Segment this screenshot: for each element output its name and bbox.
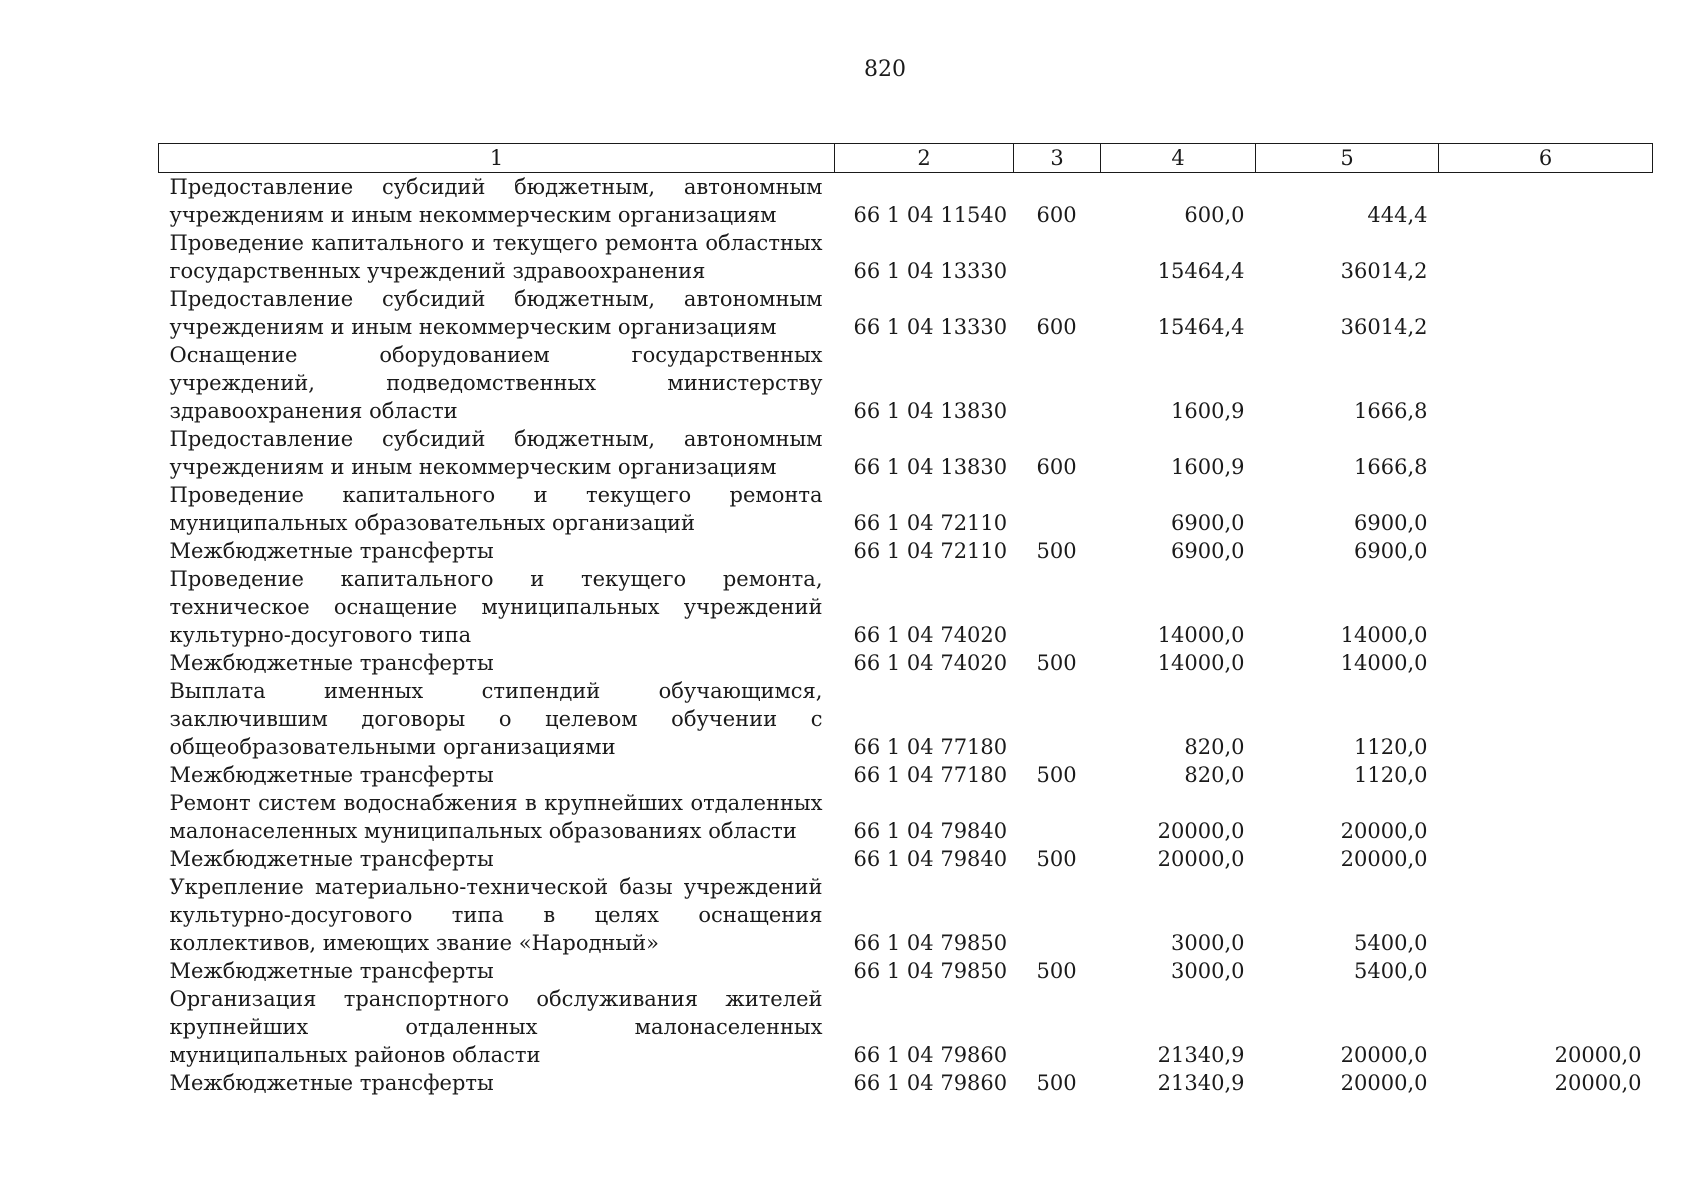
row-code: 66 1 04 79840	[853, 819, 1008, 843]
row-value-col5: 20000,0	[1340, 847, 1428, 871]
row-expense-type: 500	[1036, 959, 1077, 983]
row-value-col6	[1439, 677, 1653, 761]
row-value-col5: 6900,0	[1354, 539, 1428, 563]
table-row	[159, 873, 1653, 957]
table-row	[159, 677, 1653, 761]
row-value-col4: 3000,0	[1171, 959, 1245, 983]
row-name: Предоставление субсидий бюджетным, автономным учреждениям и иным некоммерческим организациям	[169, 287, 823, 339]
row-value-col5: 20000,0	[1340, 1071, 1428, 1095]
row-code: 66 1 04 79860	[853, 1071, 1008, 1095]
row-expense-type	[1014, 677, 1101, 761]
row-expense-type	[1014, 229, 1101, 285]
row-value-col6	[1439, 481, 1653, 537]
row-expense-type: 500	[1036, 847, 1077, 871]
column-header: 5	[1256, 144, 1439, 173]
row-expense-type	[1014, 873, 1101, 957]
row-value-col4: 6900,0	[1171, 511, 1245, 535]
row-value-col5: 5400,0	[1354, 959, 1428, 983]
row-name: Организация транспортного обслуживания жителей крупнейших отдаленных малонаселенных муниципальных районов области	[169, 987, 823, 1067]
table-row	[159, 481, 1653, 537]
row-code: 66 1 04 74020	[853, 623, 1008, 647]
row-expense-type	[1014, 985, 1101, 1069]
row-name: Межбюджетные трансферты	[169, 651, 494, 675]
row-value-col6	[1439, 957, 1653, 985]
row-expense-type: 500	[1036, 763, 1077, 787]
row-value-col6	[1439, 565, 1653, 649]
row-code: 66 1 04 77180	[853, 735, 1008, 759]
table-row	[159, 957, 1653, 985]
row-expense-type	[1014, 481, 1101, 537]
row-expense-type: 600	[1036, 203, 1077, 227]
row-code: 66 1 04 79850	[853, 959, 1008, 983]
row-value-col5: 36014,2	[1340, 259, 1428, 283]
row-expense-type	[1014, 341, 1101, 425]
row-code: 66 1 04 79860	[853, 1043, 1008, 1067]
table-row	[159, 649, 1653, 677]
row-value-col4: 15464,4	[1157, 259, 1245, 283]
row-value-col6	[1439, 873, 1653, 957]
row-expense-type: 600	[1036, 315, 1077, 339]
row-value-col6	[1439, 173, 1653, 230]
row-value-col6	[1439, 845, 1653, 873]
row-code: 66 1 04 13330	[853, 315, 1008, 339]
row-code: 66 1 04 72110	[853, 511, 1008, 535]
row-value-col5: 36014,2	[1340, 315, 1428, 339]
table-row	[159, 425, 1653, 481]
table-row	[159, 789, 1653, 845]
row-value-col4: 6900,0	[1171, 539, 1245, 563]
row-expense-type	[1014, 565, 1101, 649]
row-name: Межбюджетные трансферты	[169, 763, 494, 787]
row-code: 66 1 04 79850	[853, 931, 1008, 955]
row-expense-type	[1014, 789, 1101, 845]
row-name: Ремонт систем водоснабжения в крупнейших отдаленных малонаселенных муниципальных образованиях области	[169, 791, 823, 843]
row-value-col4: 600,0	[1184, 203, 1245, 227]
row-value-col4: 20000,0	[1157, 819, 1245, 843]
row-code: 66 1 04 13830	[853, 399, 1008, 423]
row-code: 66 1 04 72110	[853, 539, 1008, 563]
row-name: Межбюджетные трансферты	[169, 539, 494, 563]
row-code: 66 1 04 79840	[853, 847, 1008, 871]
table-row	[159, 229, 1653, 285]
row-value-col5: 20000,0	[1340, 1043, 1428, 1067]
row-name: Межбюджетные трансферты	[169, 959, 494, 983]
row-value-col5: 5400,0	[1354, 931, 1428, 955]
table-row	[159, 985, 1653, 1069]
row-name: Предоставление субсидий бюджетным, автономным учреждениям и иным некоммерческим организациям	[169, 175, 823, 227]
column-header: 3	[1014, 144, 1101, 173]
row-value-col5: 20000,0	[1340, 819, 1428, 843]
row-value-col4: 20000,0	[1157, 847, 1245, 871]
row-value-col4: 3000,0	[1171, 931, 1245, 955]
row-expense-type: 600	[1036, 455, 1077, 479]
row-value-col4: 1600,9	[1171, 455, 1245, 479]
row-value-col4: 820,0	[1184, 763, 1245, 787]
row-value-col6	[1439, 285, 1653, 341]
header-row	[159, 144, 1653, 173]
table-row	[159, 1069, 1653, 1097]
row-name: Межбюджетные трансферты	[169, 847, 494, 871]
row-value-col4: 1600,9	[1171, 399, 1245, 423]
row-code: 66 1 04 11540	[853, 203, 1008, 227]
table-row	[159, 845, 1653, 873]
table-row	[159, 341, 1653, 425]
row-expense-type: 500	[1036, 651, 1077, 675]
row-value-col4: 14000,0	[1157, 651, 1245, 675]
row-name: Выплата именных стипендий обучающимся, заключившим договоры о целевом обучении с общеобразовательными организациями	[169, 679, 823, 759]
row-code: 66 1 04 13830	[853, 455, 1008, 479]
row-code: 66 1 04 74020	[853, 651, 1008, 675]
table-row	[159, 285, 1653, 341]
row-name: Проведение капитального и текущего ремонта областных государственных учреждений здравоохранения	[169, 231, 823, 283]
row-code: 66 1 04 13330	[853, 259, 1008, 283]
row-value-col4: 820,0	[1184, 735, 1245, 759]
row-value-col5: 1666,8	[1354, 399, 1428, 423]
row-name: Укрепление материально-технической базы учреждений культурно-досугового типа в целях оснащения коллективов, имеющих звание «Народный»	[169, 875, 823, 955]
row-value-col5: 14000,0	[1340, 651, 1428, 675]
row-name: Оснащение оборудованием государственных учреждений, подведомственных министерству здравоохранения области	[169, 343, 823, 423]
table-row	[159, 565, 1653, 649]
row-value-col5: 1120,0	[1354, 735, 1428, 759]
page-number: 820	[864, 57, 906, 82]
row-value-col6: 20000,0	[1554, 1043, 1642, 1067]
row-expense-type: 500	[1036, 1071, 1077, 1095]
row-value-col6	[1439, 229, 1653, 285]
row-value-col4: 15464,4	[1157, 315, 1245, 339]
budget-table	[158, 143, 1653, 1097]
row-value-col6	[1439, 789, 1653, 845]
column-header: 1	[159, 144, 835, 173]
row-value-col6	[1439, 341, 1653, 425]
row-value-col4: 14000,0	[1157, 623, 1245, 647]
row-value-col5: 14000,0	[1340, 623, 1428, 647]
table-header	[159, 144, 1653, 173]
row-value-col4: 21340,9	[1157, 1043, 1245, 1067]
row-value-col5: 1120,0	[1354, 763, 1428, 787]
row-value-col4: 21340,9	[1157, 1071, 1245, 1095]
column-header: 2	[835, 144, 1014, 173]
row-value-col6	[1439, 537, 1653, 565]
row-value-col6	[1439, 761, 1653, 789]
row-name: Межбюджетные трансферты	[169, 1071, 494, 1095]
row-code: 66 1 04 77180	[853, 763, 1008, 787]
row-value-col6	[1439, 425, 1653, 481]
row-value-col5: 444,4	[1367, 203, 1428, 227]
table-row	[159, 761, 1653, 789]
table-row	[159, 537, 1653, 565]
column-header: 4	[1101, 144, 1256, 173]
row-name: Проведение капитального и текущего ремонта муниципальных образовательных организаций	[169, 483, 823, 535]
row-value-col5: 6900,0	[1354, 511, 1428, 535]
row-value-col5: 1666,8	[1354, 455, 1428, 479]
table-body	[159, 173, 1653, 1098]
column-header: 6	[1439, 144, 1653, 173]
row-name: Проведение капитального и текущего ремонта, техническое оснащение муниципальных учреждений культурно-досугового типа	[169, 567, 823, 647]
table-row	[159, 173, 1653, 230]
row-value-col6: 20000,0	[1554, 1071, 1642, 1095]
row-value-col6	[1439, 649, 1653, 677]
row-name: Предоставление субсидий бюджетным, автономным учреждениям и иным некоммерческим организациям	[169, 427, 823, 479]
row-expense-type: 500	[1036, 539, 1077, 563]
